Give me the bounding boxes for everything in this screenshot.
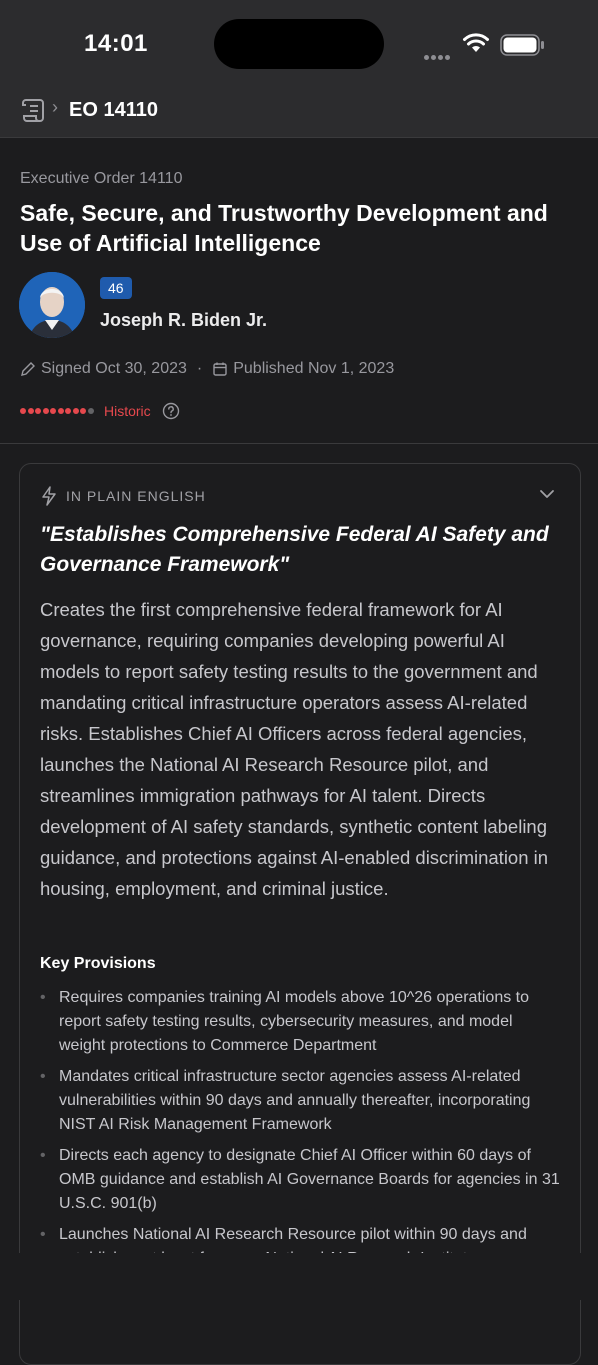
president-name[interactable]: Joseph R. Biden Jr. [100,310,268,330]
signal-dots-icon [424,47,452,65]
calendar-icon [212,361,228,377]
pen-icon [20,361,36,377]
plain-english-card [19,463,581,1365]
key-provisions-title: Key Provisions [40,955,156,972]
separator-dot: · [196,360,203,377]
chevron-down-icon[interactable] [539,488,555,500]
published-date: Published Nov 1, 2023 [233,360,395,377]
list-item: • Launches National AI Research Resource pilot within 90 days and [40,1223,560,1271]
plain-english-summary: Creates the first comprehensive federal framework for AI governance, requiring companies developing powerful AI models to report safety testing results to the government and mandating critical infrastructure operators assess AI-related risks. Establishes Chief AI Officers across federal agencies, launches the National AI Research Resource pilot, and streamlines immigration pathways for AI talent. Directs development of AI safety standards, synthetic content labeling guidance, and protections against AI-enabled discrimination in housing, employment, and criminal justice. [40,599,549,899]
status-bar [0,0,598,90]
key-provisions-list [40,986,560,1278]
impact-dot [58,408,64,414]
impact-dot [65,408,71,414]
order-header [0,138,598,444]
impact-dot [73,408,79,414]
signed-date: Signed Oct 30, 2023 [41,360,187,377]
breadcrumb [0,90,598,138]
order-number: Executive Order 14110 [20,170,183,187]
president-number-badge: 46 [100,277,132,299]
bullet-icon: • [40,989,46,1006]
help-icon[interactable] [162,402,180,420]
impact-rating [20,402,180,420]
lightning-icon [40,486,58,506]
impact-dot [88,408,94,414]
bullet-icon: • [40,1147,46,1164]
impact-dot [35,408,41,414]
bullet-icon: • [40,1226,46,1243]
plain-english-headline: "Establishes Comprehensive Federal AI Safety and Governance Framework" [40,523,549,576]
order-dates [20,360,394,378]
page-title: Safe, Secure, and Trustworthy Development and Use of Artificial Intelligence [20,200,548,256]
president-portrait-icon [19,272,85,338]
wifi-icon [462,32,490,54]
impact-dot [28,408,34,414]
impact-label: Historic [104,403,151,419]
scroll-icon[interactable] [19,96,47,126]
chevron-right-icon: › [52,97,58,117]
bullet-icon: • [40,1068,46,1085]
impact-dot [80,408,86,414]
card-label: IN PLAIN ENGLISH [66,488,206,504]
avatar[interactable] [19,272,85,338]
battery-icon [500,34,546,56]
list-item: • Directs each agency to designate Chief AI Officer within 60 days of OMB guidance and establish AI Governance Boards for agencies in 31 U.S.C. 901(b) [40,1144,560,1216]
impact-dot [20,408,26,414]
dynamic-island [214,19,384,69]
impact-dot [50,408,56,414]
status-time: 14:01 [84,30,148,57]
impact-dots [20,408,95,414]
list-item: • Mandates critical infrastructure sector agencies assess AI-related vulnerabilities within 90 days and annually thereafter, incorporating NIST AI Risk Management Framework [40,1065,560,1137]
breadcrumb-current: EO 14110 [69,99,158,121]
bottom-safe-area [0,1253,598,1300]
list-item: • Requires companies training AI models above 10^26 operations to report safety testing results, cybersecurity measures, and model weight protections to Commerce Department [40,986,560,1058]
impact-dot [43,408,49,414]
